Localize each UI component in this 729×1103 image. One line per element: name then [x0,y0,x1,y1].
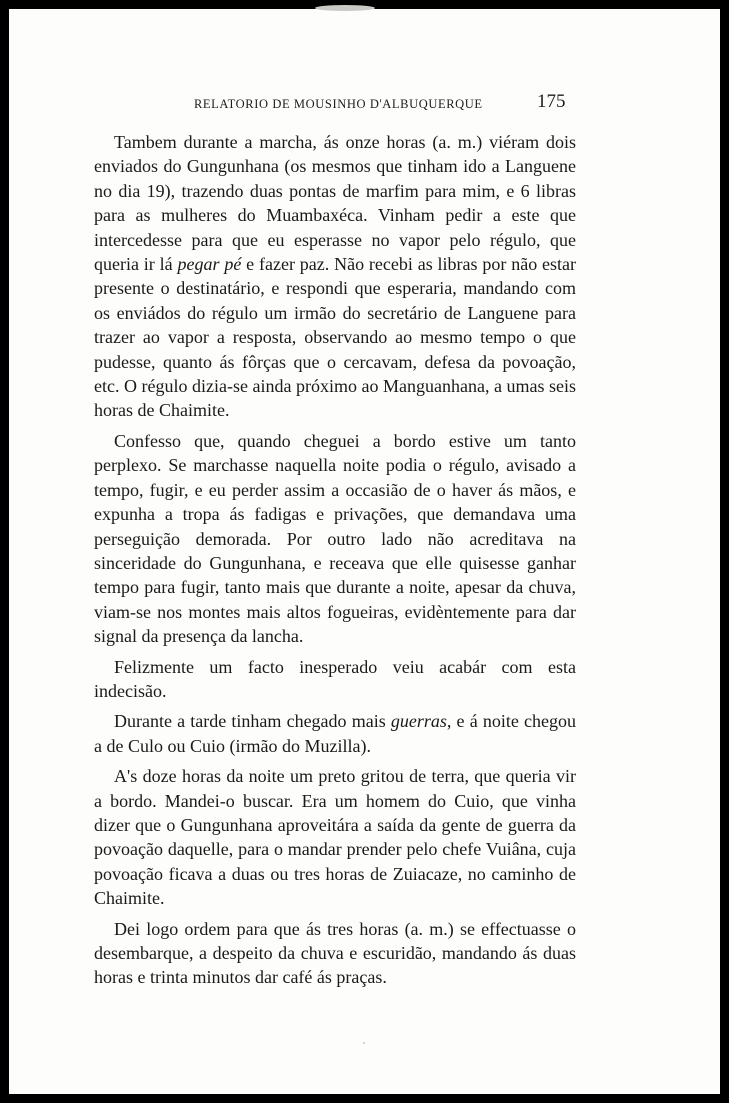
paragraph-4-italic: guerras [390,711,447,732]
page-number: 175 [537,91,566,112]
paragraph-4-text-b: , e á noite chegou a de Culo ou Cuio (irmão do Muzilla). [94,711,576,756]
paragraph-1-italic: pegar pé [177,254,242,275]
paragraph-2 [94,429,576,649]
paragraph-1 [94,130,576,423]
paragraph-1-text-a: Tambem durante a marcha, ás onze horas (a. m.) viéram dois enviados do Gungunhana (os mesmos que tinham ido a Languene no dia 19), trazendo duas pontas de marfim para mim, e 6 libras para as mulheres do Muambaxéca. Vinham pedir a este que intercedesse para que eu esperasse no vapor pelo régulo, que queria ir lá [94,132,576,275]
running-head: RELATORIO DE MOUSINHO D'ALBUQUERQUE [194,97,483,111]
paragraph-3-text: Felizmente um facto inesperado veiu acabár com esta indecisão. [94,656,576,701]
paragraph-6-text: Dei logo ordem para que ás tres horas (a. m.) se effectuasse o desembarque, a despeito da chuva e escuridão, mandando ás duas horas e trinta minutos dar café ás praças. [94,918,576,988]
scan-speck [315,5,375,11]
paragraph-1-text-b: e fazer paz. Não recebi as libras por não estar presente o destinatário, e respondi que esperaria, mandando com os enviádos do régulo um irmão do secretário de Languene para trazer ao vapor a resposta, observando ao mesmo tempo o que pudesse, quanto ás fôrças que o cercavam, defesa da povoação, etc. O régulo dizia-se ainda próximo ao Manguanhana, a umas seis horas de Chaimite. [94,254,577,421]
paragraph-5 [94,764,576,910]
paragraph-2-text: Confesso que, quando cheguei a bordo estive um tanto perplexo. Se marchasse naquella noite podia o régulo, avisado a tempo, fugir, e eu perder assim a occasião de o haver ás mãos, e expunha a tropa ás fadigas e privações, que demandava uma perseguição demorada. Por outro lado não acreditava na sinceridade do Gungunhana, e receava que elle quisesse ganhar tempo para fugir, tanto mais que durante a noite, apesar da chuva, viam-se nos montes mais altos fogueiras, evidèntemente para dar signal da presença da lancha. [94,430,576,647]
paragraph-4-text-a: Durante a tarde tinham chegado mais [114,711,391,732]
paragraph-5-text: A's doze horas da noite um preto gritou de terra, que queria vir a bordo. Mandei-o buscar. Era um homem do Cuio, que vinha dizer que o Gungunhana aproveitára a saída da gente de guerra da povoação daquelle, para o mandar prender pelo chefe Vuiâna, cuja povoação ficava a duas ou tres horas de Zuiacaze, no caminho de Chaimite. [94,766,576,909]
book-page [9,9,720,1094]
body-text [94,130,576,996]
paragraph-4 [94,709,576,758]
paragraph-3 [94,655,576,704]
scan-speck [363,1042,365,1044]
paragraph-6 [94,917,576,990]
